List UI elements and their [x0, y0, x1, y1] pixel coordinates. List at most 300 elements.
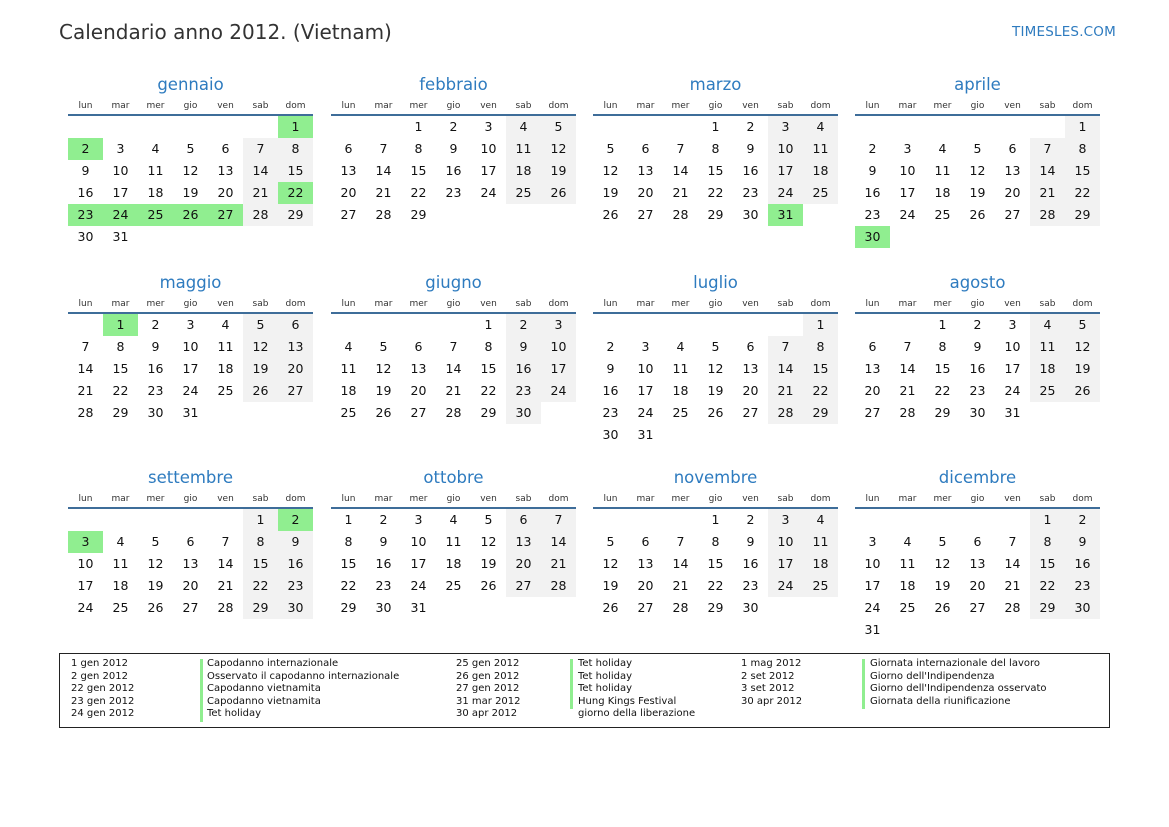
weekday-label: mer — [146, 299, 165, 309]
day-cell: 26 — [480, 578, 497, 593]
day-cell: 13 — [637, 163, 654, 178]
day-cell: 27 — [278, 380, 313, 402]
day-cell: 8 — [803, 336, 838, 358]
day-cell: 17 — [864, 578, 881, 593]
day-cell: 12 — [243, 336, 278, 358]
legend-date: 2 set 2012 — [741, 670, 795, 682]
day-cell: 29 — [340, 600, 357, 615]
empty-cell — [173, 226, 208, 248]
day-cell: 28 — [243, 204, 278, 226]
day-cell: 9 — [449, 141, 458, 156]
day-cell: 10 — [637, 361, 654, 376]
day-cell: 26 — [147, 600, 164, 615]
day-cell: 11 — [803, 138, 838, 160]
day-cell: 21 — [672, 185, 689, 200]
day-cell: 13 — [742, 361, 759, 376]
day-cell: 29 — [243, 597, 278, 619]
weekday-label: lun — [341, 494, 356, 504]
weekday-label: gio — [183, 299, 198, 309]
weekday-label: ven — [1004, 299, 1021, 309]
weekday-header — [593, 294, 838, 314]
empty-cell — [890, 116, 925, 138]
weekday-label: dom — [285, 494, 306, 504]
legend-holiday: Capodanno vietnamita — [207, 695, 321, 707]
legend-names-col-1 — [207, 658, 399, 721]
day-cell: 7 — [243, 138, 278, 160]
empty-cell — [995, 619, 1030, 641]
day-cell: 19 — [147, 578, 164, 593]
day-cell: 30 — [77, 229, 94, 244]
day-cell: 28 — [1004, 600, 1021, 615]
empty-cell — [803, 597, 838, 619]
day-cell: 14 — [217, 556, 234, 571]
day-cell: 20 — [969, 578, 986, 593]
day-cell: 19 — [243, 358, 278, 380]
weekday-label: dom — [548, 494, 569, 504]
day-cell: 12 — [541, 138, 576, 160]
empty-cell — [366, 116, 401, 138]
day-cell: 16 — [742, 163, 759, 178]
day-cell: 12 — [969, 163, 986, 178]
empty-cell — [1030, 116, 1065, 138]
day-cell: 25 — [112, 600, 129, 615]
day-grid — [331, 509, 576, 619]
day-grid — [68, 116, 313, 248]
day-cell: 23 — [147, 383, 164, 398]
day-cell: 16 — [375, 556, 392, 571]
day-cell: 15 — [803, 358, 838, 380]
day-cell: 29 — [480, 405, 497, 420]
weekday-label: gio — [708, 494, 723, 504]
weekday-label: ven — [1004, 101, 1021, 111]
day-cell: 29 — [112, 405, 129, 420]
day-cell: 5 — [606, 534, 615, 549]
day-cell: 22 — [278, 182, 313, 204]
day-cell: 11 — [147, 163, 164, 178]
day-cell: 4 — [506, 116, 541, 138]
day-cell: 23 — [864, 207, 881, 222]
day-cell: 21 — [672, 578, 689, 593]
legend-holiday: Giorno dell'Indipendenza — [870, 670, 995, 682]
day-cell: 30 — [375, 600, 392, 615]
weekday-header — [331, 294, 576, 314]
day-cell: 9 — [973, 339, 982, 354]
empty-cell — [243, 116, 278, 138]
empty-cell — [925, 619, 960, 641]
day-cell: 25 — [1030, 380, 1065, 402]
day-cell: 9 — [1065, 531, 1100, 553]
day-cell: 19 — [602, 185, 619, 200]
weekday-label: lun — [865, 101, 880, 111]
weekday-label: dom — [1072, 101, 1093, 111]
empty-cell — [68, 314, 103, 336]
day-cell: 23 — [506, 380, 541, 402]
day-cell: 9 — [506, 336, 541, 358]
empty-cell — [208, 509, 243, 531]
day-cell: 10 — [541, 336, 576, 358]
empty-cell — [768, 597, 803, 619]
day-cell: 16 — [969, 361, 986, 376]
day-cell: 31 — [1004, 405, 1021, 420]
day-cell: 29 — [707, 600, 724, 615]
day-cell: 18 — [899, 578, 916, 593]
day-cell: 25 — [803, 182, 838, 204]
month-dicembre — [855, 467, 1100, 641]
empty-cell — [541, 597, 576, 619]
day-cell: 1 — [414, 119, 423, 134]
day-cell: 6 — [973, 534, 982, 549]
weekday-label: dom — [810, 299, 831, 309]
day-cell: 12 — [480, 534, 497, 549]
day-cell: 3 — [1008, 317, 1017, 332]
day-cell: 20 — [637, 578, 654, 593]
day-cell: 29 — [410, 207, 427, 222]
holiday-legend — [59, 653, 1110, 728]
month-name: marzo — [689, 75, 742, 94]
day-cell: 2 — [506, 314, 541, 336]
brand-link[interactable]: TIMESLES.COM — [1012, 24, 1116, 40]
day-cell: 30 — [602, 427, 619, 442]
legend-date: 3 set 2012 — [741, 683, 795, 695]
day-cell: 5 — [379, 339, 388, 354]
weekday-header — [68, 489, 313, 509]
day-cell: 11 — [1030, 336, 1065, 358]
day-cell: 19 — [1065, 358, 1100, 380]
weekday-label: gio — [183, 494, 198, 504]
day-cell: 19 — [602, 578, 619, 593]
day-cell: 2 — [746, 119, 755, 134]
weekday-header — [68, 294, 313, 314]
day-cell: 9 — [868, 163, 877, 178]
day-cell: 29 — [1065, 204, 1100, 226]
empty-cell — [663, 314, 698, 336]
day-cell: 12 — [147, 556, 164, 571]
day-cell: 27 — [637, 207, 654, 222]
empty-cell — [103, 509, 138, 531]
day-cell: 18 — [147, 185, 164, 200]
weekday-label: dom — [1072, 299, 1093, 309]
empty-cell — [278, 402, 313, 424]
weekday-label: dom — [285, 101, 306, 111]
month-ottobre — [331, 467, 576, 619]
empty-cell — [138, 226, 173, 248]
empty-cell — [890, 619, 925, 641]
empty-cell — [698, 314, 733, 336]
legend-names-col-2 — [578, 658, 695, 721]
weekday-header — [331, 96, 576, 116]
weekday-label: mer — [146, 101, 165, 111]
weekday-label: mer — [671, 101, 690, 111]
day-cell: 25 — [138, 204, 173, 226]
day-cell: 7 — [541, 509, 576, 531]
day-cell: 15 — [707, 556, 724, 571]
weekday-header — [593, 489, 838, 509]
day-cell: 21 — [768, 380, 803, 402]
day-cell: 21 — [243, 182, 278, 204]
day-cell: 26 — [969, 207, 986, 222]
day-cell: 6 — [641, 534, 650, 549]
day-cell: 7 — [449, 339, 458, 354]
empty-cell — [68, 509, 103, 531]
weekday-label: gio — [183, 101, 198, 111]
month-name: aprile — [954, 75, 1001, 94]
month-agosto — [855, 272, 1100, 424]
legend-holiday: Tet holiday — [578, 683, 633, 695]
day-cell: 25 — [672, 405, 689, 420]
day-cell: 8 — [1030, 531, 1065, 553]
day-cell: 3 — [186, 317, 195, 332]
weekday-label: ven — [217, 101, 234, 111]
day-cell: 25 — [506, 182, 541, 204]
empty-cell — [278, 226, 313, 248]
day-cell: 9 — [81, 163, 90, 178]
empty-cell — [1065, 402, 1100, 424]
day-cell: 28 — [445, 405, 462, 420]
empty-cell — [733, 314, 768, 336]
day-cell: 27 — [969, 600, 986, 615]
day-cell: 5 — [541, 116, 576, 138]
empty-cell — [138, 116, 173, 138]
weekday-label: gio — [446, 494, 461, 504]
empty-cell — [541, 402, 576, 424]
legend-dates-col-3 — [741, 658, 802, 708]
day-cell: 21 — [217, 578, 234, 593]
empty-cell — [1030, 402, 1065, 424]
day-cell: 18 — [672, 383, 689, 398]
day-cell: 14 — [243, 160, 278, 182]
day-cell: 17 — [541, 358, 576, 380]
day-cell: 14 — [768, 358, 803, 380]
day-cell: 19 — [480, 556, 497, 571]
day-cell: 24 — [864, 600, 881, 615]
weekday-label: mer — [671, 299, 690, 309]
day-cell: 7 — [81, 339, 90, 354]
empty-cell — [173, 509, 208, 531]
weekday-label: lun — [78, 494, 93, 504]
weekday-label: mar — [374, 494, 393, 504]
empty-cell — [173, 116, 208, 138]
day-cell: 11 — [803, 531, 838, 553]
day-cell: 13 — [637, 556, 654, 571]
month-name: agosto — [949, 273, 1006, 292]
day-cell: 15 — [278, 160, 313, 182]
day-cell: 20 — [1004, 185, 1021, 200]
day-cell: 13 — [217, 163, 234, 178]
day-cell: 4 — [938, 141, 947, 156]
day-cell: 22 — [480, 383, 497, 398]
day-cell: 6 — [278, 314, 313, 336]
day-cell: 12 — [707, 361, 724, 376]
empty-cell — [803, 424, 838, 446]
day-cell: 24 — [77, 600, 94, 615]
day-cell: 20 — [217, 185, 234, 200]
day-cell: 25 — [340, 405, 357, 420]
weekday-label: lun — [603, 299, 618, 309]
empty-cell — [366, 314, 401, 336]
legend-dates-col-1 — [71, 658, 134, 721]
day-cell: 2 — [868, 141, 877, 156]
day-cell: 16 — [278, 553, 313, 575]
day-cell: 18 — [803, 160, 838, 182]
weekday-header — [855, 294, 1100, 314]
day-cell: 29 — [803, 402, 838, 424]
day-cell: 25 — [217, 383, 234, 398]
day-cell: 22 — [243, 575, 278, 597]
weekday-label: mer — [933, 299, 952, 309]
day-cell: 22 — [803, 380, 838, 402]
day-cell: 13 — [864, 361, 881, 376]
legend-dates-col-2 — [456, 658, 521, 721]
day-cell: 17 — [768, 553, 803, 575]
legend-holiday: Giorno dell'Indipendenza osservato — [870, 683, 1047, 695]
day-cell: 5 — [484, 512, 493, 527]
month-marzo — [593, 74, 838, 226]
weekday-label: mer — [671, 494, 690, 504]
weekday-label: mar — [898, 101, 917, 111]
day-cell: 23 — [969, 383, 986, 398]
day-cell: 2 — [606, 339, 615, 354]
day-cell: 28 — [375, 207, 392, 222]
day-cell: 28 — [77, 405, 94, 420]
day-cell: 9 — [746, 141, 755, 156]
day-cell: 23 — [742, 185, 759, 200]
day-cell: 1 — [711, 119, 720, 134]
day-cell: 26 — [1065, 380, 1100, 402]
day-cell: 27 — [1004, 207, 1021, 222]
day-cell: 5 — [973, 141, 982, 156]
legend-date: 26 gen 2012 — [456, 670, 520, 682]
day-cell: 18 — [217, 361, 234, 376]
day-cell: 4 — [221, 317, 230, 332]
day-cell: 29 — [278, 204, 313, 226]
empty-cell — [995, 509, 1030, 531]
day-cell: 22 — [410, 185, 427, 200]
day-cell: 17 — [112, 185, 129, 200]
day-grid — [68, 509, 313, 619]
day-cell: 26 — [375, 405, 392, 420]
weekday-label: gio — [970, 494, 985, 504]
day-cell: 8 — [344, 534, 353, 549]
weekday-label: mar — [898, 299, 917, 309]
day-cell: 24 — [480, 185, 497, 200]
day-cell: 26 — [934, 600, 951, 615]
legend-holiday: Osservato il capodanno internazionale — [207, 670, 400, 682]
empty-cell — [331, 116, 366, 138]
day-cell: 2 — [746, 512, 755, 527]
day-cell: 13 — [410, 361, 427, 376]
day-cell: 25 — [899, 600, 916, 615]
day-cell: 27 — [864, 405, 881, 420]
day-cell: 15 — [1065, 160, 1100, 182]
day-cell: 26 — [602, 600, 619, 615]
day-cell: 25 — [445, 578, 462, 593]
day-cell: 23 — [1065, 575, 1100, 597]
empty-cell — [593, 314, 628, 336]
empty-cell — [890, 314, 925, 336]
month-febbraio — [331, 74, 576, 226]
day-cell: 2 — [278, 509, 313, 531]
day-cell: 25 — [803, 575, 838, 597]
weekday-label: mar — [111, 299, 130, 309]
day-cell: 12 — [375, 361, 392, 376]
day-cell: 15 — [480, 361, 497, 376]
day-cell: 9 — [606, 361, 615, 376]
day-cell: 31 — [410, 600, 427, 615]
month-name: maggio — [159, 273, 222, 292]
empty-cell — [960, 619, 995, 641]
day-cell: 12 — [1065, 336, 1100, 358]
empty-cell — [593, 116, 628, 138]
day-cell: 23 — [278, 575, 313, 597]
day-grid — [855, 116, 1100, 248]
day-cell: 21 — [445, 383, 462, 398]
weekday-label: sab — [252, 494, 269, 504]
day-cell: 10 — [1004, 339, 1021, 354]
day-cell: 27 — [410, 405, 427, 420]
legend-marker — [570, 659, 573, 709]
day-cell: 12 — [602, 163, 619, 178]
day-cell: 2 — [973, 317, 982, 332]
weekday-label: gio — [708, 101, 723, 111]
day-cell: 15 — [340, 556, 357, 571]
day-cell: 6 — [221, 141, 230, 156]
weekday-label: gio — [708, 299, 723, 309]
weekday-label: mer — [409, 299, 428, 309]
weekday-label: mer — [933, 101, 952, 111]
day-cell: 20 — [637, 185, 654, 200]
legend-holiday: Tet holiday — [578, 658, 633, 669]
day-cell: 19 — [934, 578, 951, 593]
day-cell: 10 — [410, 534, 427, 549]
day-cell: 10 — [77, 556, 94, 571]
empty-cell — [995, 226, 1030, 248]
day-cell: 30 — [506, 402, 541, 424]
day-cell: 13 — [969, 556, 986, 571]
empty-cell — [1065, 619, 1100, 641]
month-novembre — [593, 467, 838, 619]
weekday-label: gio — [970, 299, 985, 309]
weekday-label: mar — [374, 299, 393, 309]
day-cell: 3 — [641, 339, 650, 354]
day-grid — [855, 509, 1100, 641]
month-name: giugno — [425, 273, 482, 292]
month-name: ottobre — [423, 468, 484, 487]
weekday-label: dom — [1072, 494, 1093, 504]
weekday-label: dom — [810, 101, 831, 111]
day-cell: 28 — [899, 405, 916, 420]
day-grid — [331, 116, 576, 226]
day-cell: 20 — [182, 578, 199, 593]
day-cell: 17 — [1004, 361, 1021, 376]
day-cell: 14 — [672, 556, 689, 571]
day-cell: 14 — [77, 361, 94, 376]
empty-cell — [768, 314, 803, 336]
day-cell: 16 — [864, 185, 881, 200]
day-cell: 1 — [803, 314, 838, 336]
day-cell: 4 — [344, 339, 353, 354]
day-cell: 10 — [899, 163, 916, 178]
empty-cell — [541, 204, 576, 226]
empty-cell — [471, 597, 506, 619]
day-cell: 6 — [1008, 141, 1017, 156]
day-cell: 2 — [68, 138, 103, 160]
day-cell: 12 — [602, 556, 619, 571]
day-cell: 13 — [506, 531, 541, 553]
day-cell: 28 — [672, 207, 689, 222]
day-cell: 10 — [480, 141, 497, 156]
day-cell: 27 — [637, 600, 654, 615]
weekday-label: lun — [341, 101, 356, 111]
